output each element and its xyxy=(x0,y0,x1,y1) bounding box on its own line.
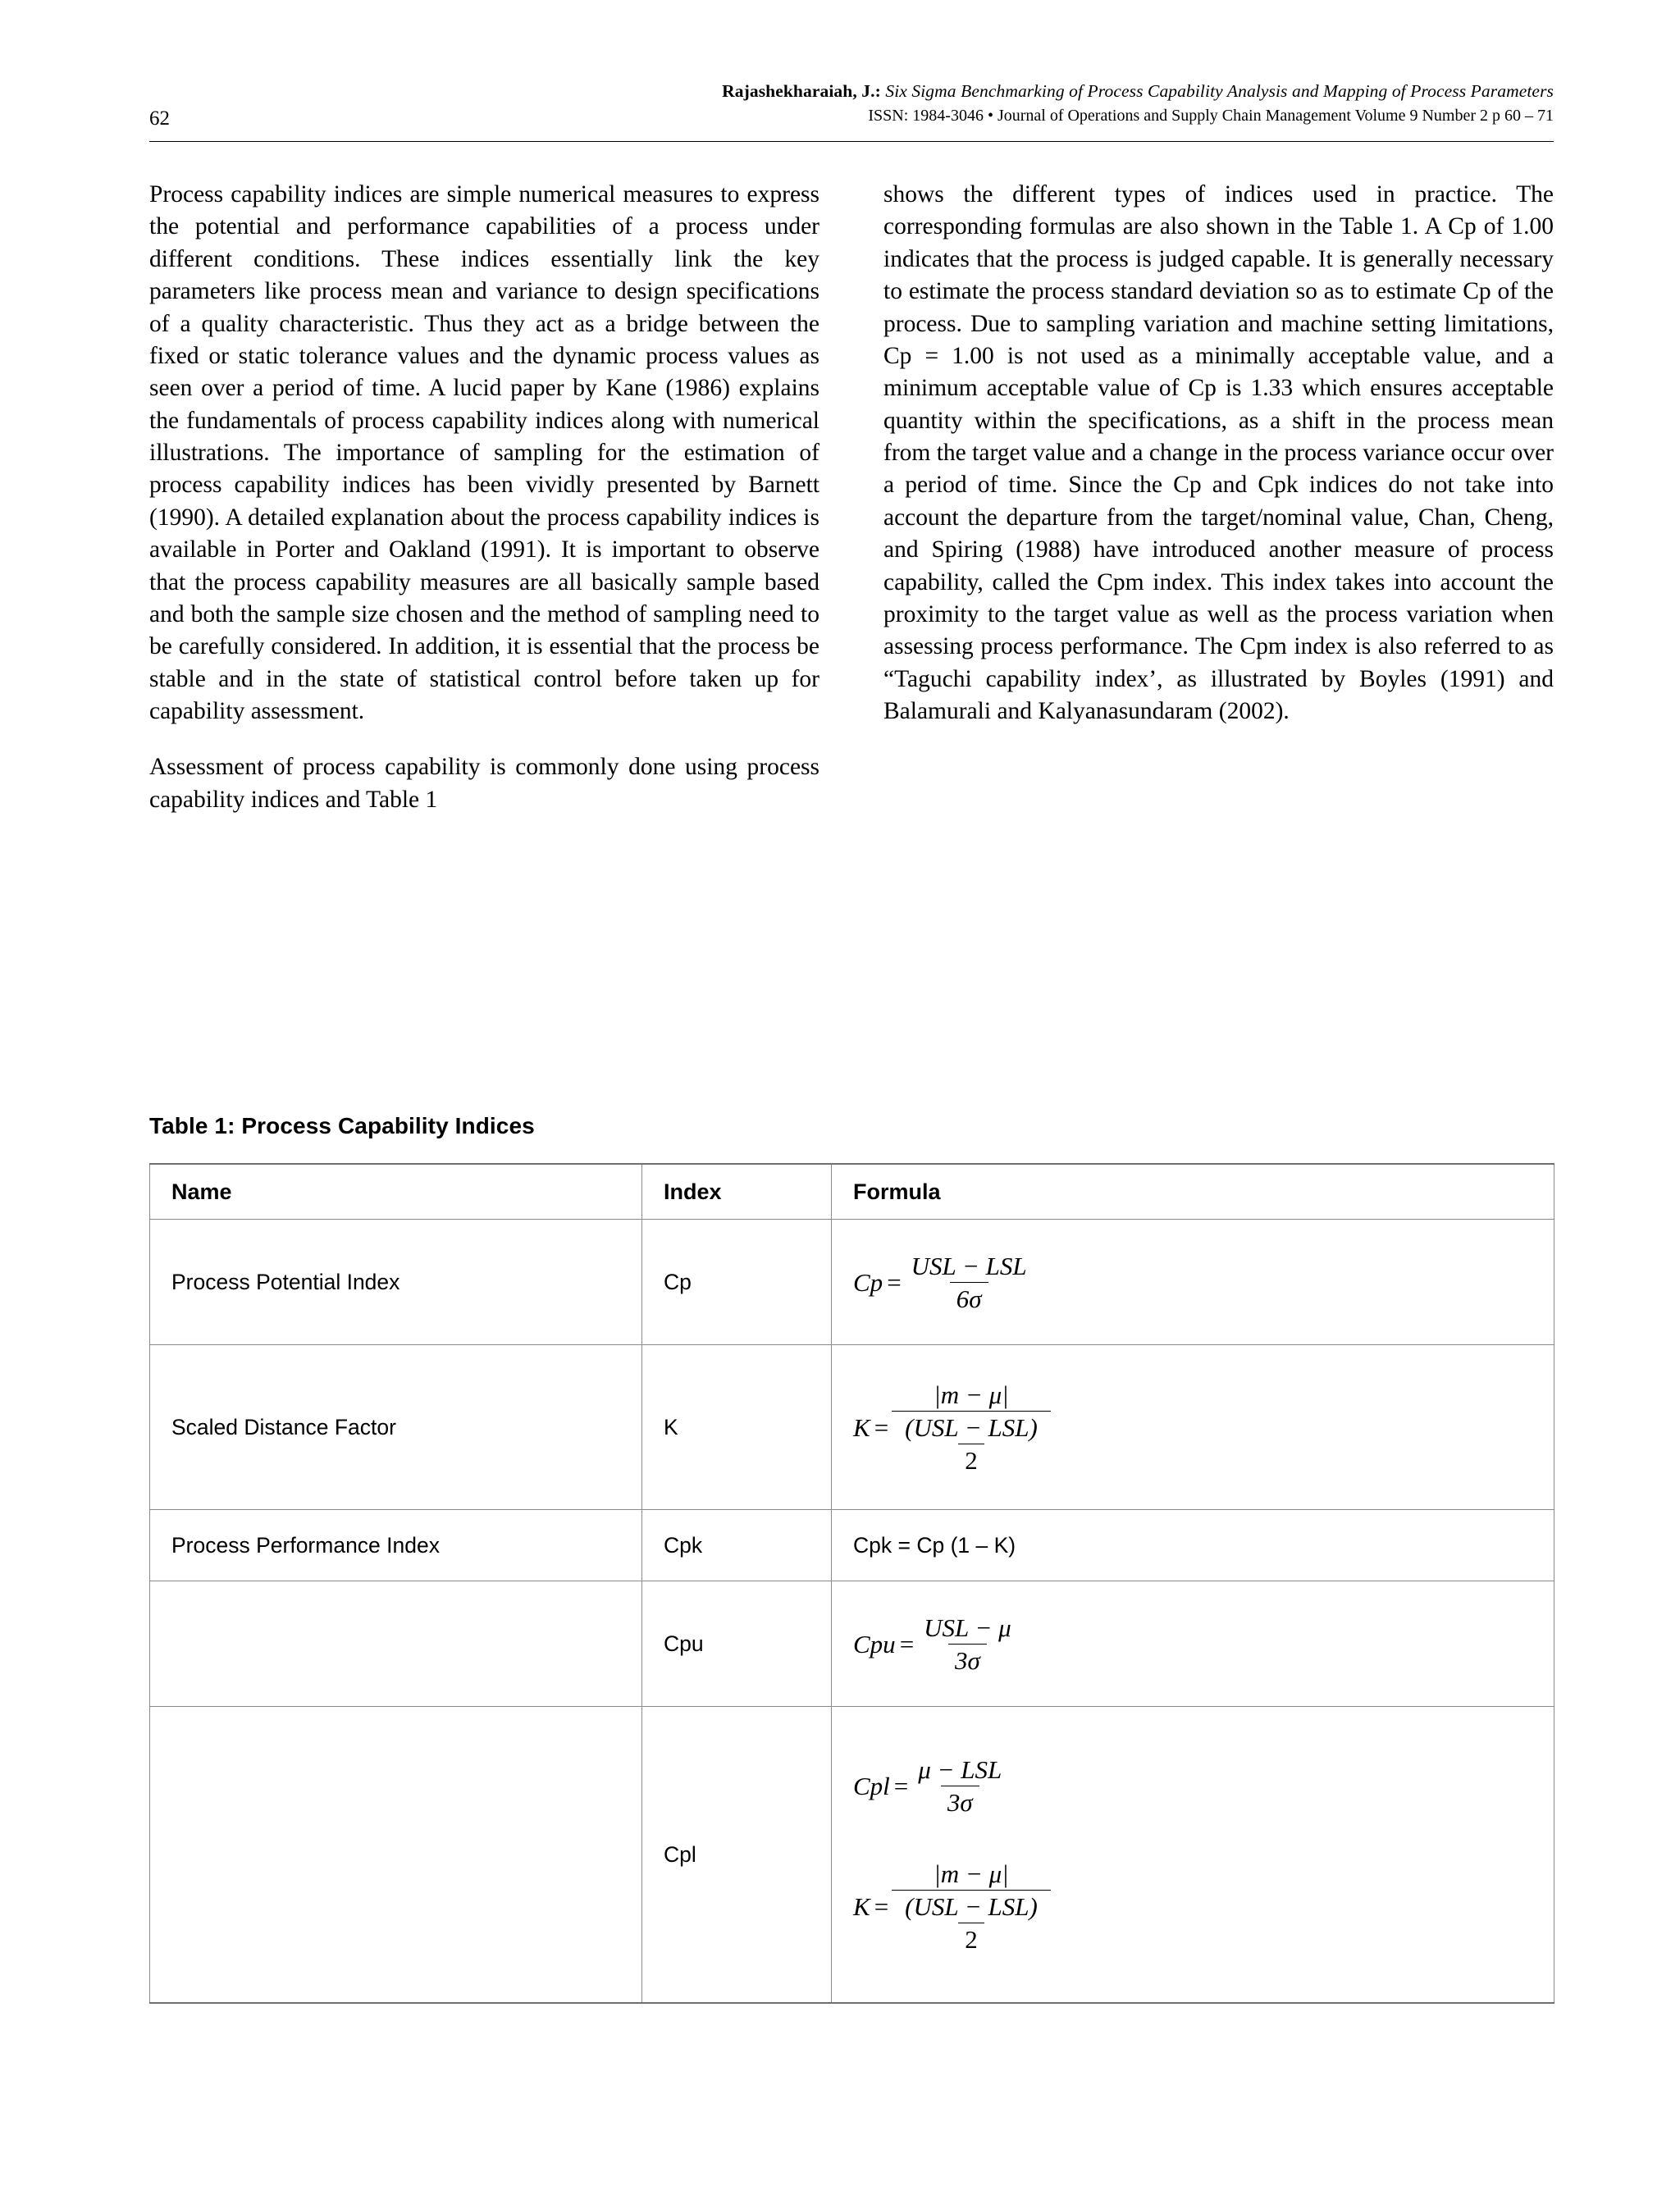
nested-denominator: 2 xyxy=(958,1923,984,1952)
nested-numerator: (USL − LSL) xyxy=(905,1892,1038,1921)
column-header-formula: Formula xyxy=(832,1164,1554,1220)
cell-index: Cp xyxy=(642,1220,832,1345)
fraction xyxy=(892,1382,1051,1473)
fraction-denominator xyxy=(892,1411,1051,1473)
cell-formula xyxy=(832,1345,1554,1510)
column-header-index: Index xyxy=(642,1164,832,1220)
table-header-row xyxy=(150,1164,1554,1220)
nested-denominator: 2 xyxy=(958,1444,984,1473)
cell-formula: Cpk = Cp (1 – K) xyxy=(832,1510,1554,1581)
body-columns xyxy=(149,179,1554,816)
table-row xyxy=(150,1707,1554,2004)
formula-k xyxy=(853,1382,1051,1473)
table-row xyxy=(150,1345,1554,1510)
fraction-numerator: μ − LSL xyxy=(918,1755,1002,1784)
formula-equals: = xyxy=(893,1772,909,1800)
paragraph: Assessment of process capability is commonly done using process capability indices and Table 1 xyxy=(149,754,819,813)
table-row xyxy=(150,1220,1554,1345)
formula-lhs: Cp xyxy=(853,1267,883,1297)
running-head-title-line xyxy=(149,79,1554,104)
table-caption: Table 1: Process Capability Indices xyxy=(149,1113,535,1138)
table-row xyxy=(150,1510,1554,1581)
paragraph: Process capability indices are simple numerical measures to express the potential and performance capabilities of a process under different conditions. These indices essentially link the key parameters like process mean and variance to design specifications of a quality characteristic. Thus they act as a bridge between the fixed or static tolerance values and the dynamic process values as seen over a period of time. A lucid paper by Kane (1986) explains the fundamentals of process capability indices along with numerical illustrations. The importance of sampling for the estimation of process capability indices has been vividly presented by Barnett (1990). A detailed explanation about the process capability indices is available in Porter and Oakland (1991). It is important to observe that the process capability measures are all basically sample based and both the sample size chosen and the method of sampling need to be carefully considered. In addition, it is essential that the process be stable and in the state of statistical control before taken up for capability assessment. xyxy=(149,181,819,724)
cell-name xyxy=(150,1707,642,2004)
fraction xyxy=(892,1861,1051,1952)
formula-k-repeat xyxy=(853,1861,1532,1952)
paragraph: shows the different types of indices used in practice. The corresponding formulas are also shown in the Table 1. A Cp of 1.00 indicates that the process is judged capable. It is generally necessary to estimate the process standard deviation so as to estimate Cp of the process. Due to sampling variation and machine setting limitations, Cp = 1.00 is not used as a minimally acceptable value, and a minimum acceptable value of Cp is 1.33 which ensures acceptable quantity within the specifications, as a shift in the process mean from the target value and a change in the process variance occur over a period of time. Since the Cp and Cpk indices do not take into account the departure from the target/nominal value, Chan, Cheng, and Spiring (1988) have introduced another measure of process capability, called the Cpm index. This index takes into account the proximity to the target value as well as the process variation when assessing process performance. The Cpm index is also referred to as “Taguchi capability index’, as illustrated by Boyles (1991) and Balamurali and Kalyanasundaram (2002). xyxy=(883,181,1554,724)
formula-cpl xyxy=(853,1757,1532,1815)
cell-index: Cpl xyxy=(642,1707,832,2004)
formula-lhs: K xyxy=(853,1412,870,1442)
cell-name xyxy=(150,1581,642,1707)
fraction-denominator: 3σ xyxy=(941,1786,979,1815)
cell-name: Process Potential Index xyxy=(150,1220,642,1345)
formula-cpu xyxy=(853,1615,1018,1673)
formula-cp xyxy=(853,1253,1034,1312)
fraction-denominator xyxy=(892,1890,1051,1952)
cell-name: Scaled Distance Factor xyxy=(150,1345,642,1510)
nested-fraction xyxy=(898,1894,1044,1952)
table-row xyxy=(150,1581,1554,1707)
right-column xyxy=(883,179,1554,816)
nested-fraction xyxy=(898,1412,1044,1475)
fraction-numerator: |m − μ| xyxy=(934,1859,1009,1888)
fraction-numerator: USL − LSL xyxy=(911,1251,1027,1280)
cell-index: Cpu xyxy=(642,1581,832,1707)
formula-equals: = xyxy=(887,1267,902,1297)
fraction xyxy=(917,1615,1018,1673)
left-column xyxy=(149,179,819,816)
formula-equals: = xyxy=(874,1412,889,1442)
column-header-name: Name xyxy=(150,1164,642,1220)
running-head-article-title: Six Sigma Benchmarking of Process Capability Analysis and Mapping of Process Parameters xyxy=(885,81,1554,101)
cell-index: K xyxy=(642,1345,832,1510)
cell-name: Process Performance Index xyxy=(150,1510,642,1581)
fraction-denominator: 6σ xyxy=(950,1282,988,1312)
cell-formula xyxy=(832,1220,1554,1345)
running-head xyxy=(149,79,1554,130)
fraction xyxy=(905,1253,1034,1312)
table-wrapper xyxy=(149,1163,1554,2004)
cell-formula xyxy=(832,1581,1554,1707)
cell-index: Cpk xyxy=(642,1510,832,1581)
formula-equals: = xyxy=(899,1629,915,1658)
fraction-numerator: USL − μ xyxy=(924,1613,1011,1642)
formula-stack xyxy=(853,1757,1532,1952)
formula-lhs: Cpu xyxy=(853,1629,896,1658)
formula-lhs: K xyxy=(853,1892,870,1921)
page-number: 62 xyxy=(149,107,170,130)
process-capability-indices-table xyxy=(149,1163,1554,2004)
fraction-numerator: |m − μ| xyxy=(934,1380,1009,1409)
running-head-author: Rajashekharaiah, J.: xyxy=(722,81,881,101)
fraction xyxy=(911,1757,1008,1815)
cell-formula xyxy=(832,1707,1554,2004)
nested-numerator: (USL − LSL) xyxy=(905,1412,1038,1442)
fraction-denominator: 3σ xyxy=(948,1644,987,1673)
formula-lhs: Cpl xyxy=(853,1772,890,1800)
header-rule xyxy=(149,141,1554,142)
running-head-journal-line: ISSN: 1984-3046 • Journal of Operations and Supply Chain Management Volume 9 Number 2 p 60 – 71 xyxy=(868,106,1554,125)
formula-equals: = xyxy=(874,1892,889,1921)
